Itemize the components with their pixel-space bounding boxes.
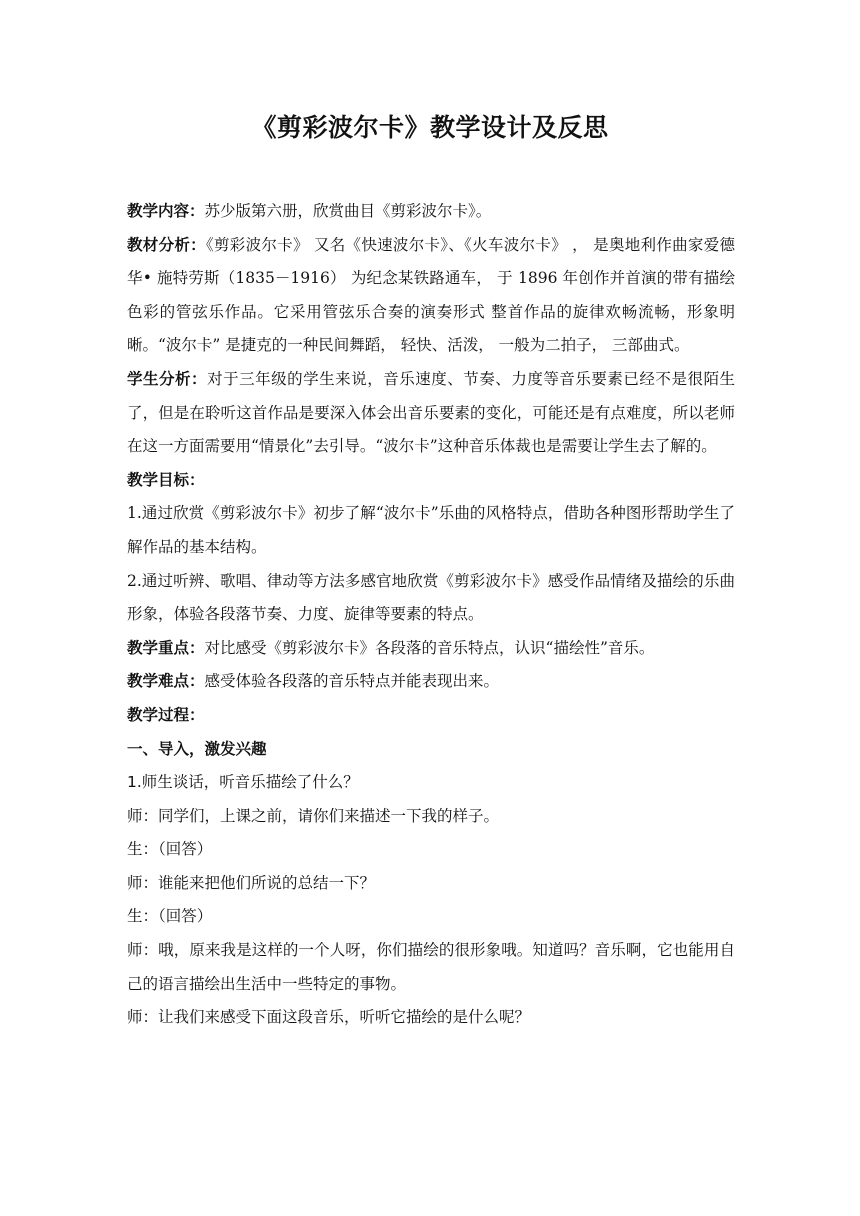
section-heading: 一、导入，激发兴趣: [127, 739, 267, 758]
teaching-goal-item: 2.通过听辨、歌唱、律动等方法多感官地欣赏《剪彩波尔卡》感受作品情绪及描绘的乐曲形象，体验各段落节奏、力度、旋律等要素的特点。: [127, 571, 735, 624]
teaching-content-label: 教学内容：: [127, 202, 205, 220]
teaching-process-label: 教学过程：: [127, 705, 205, 724]
teaching-content-text: 苏少版第六册，欣赏曲目《剪彩波尔卡》。: [204, 202, 492, 220]
difficulty-label: 教学难点：: [127, 672, 205, 691]
key-point-label: 教学重点：: [127, 638, 205, 657]
difficulty-text: 感受体验各段落的音乐特点并能表现出来。: [204, 672, 500, 691]
material-analysis-label: 教材分析：: [127, 235, 206, 254]
document-title: 《剪彩波尔卡》教学设计及反思: [251, 113, 609, 142]
material-analysis-text: 《剪彩波尔卡》 又名《快速波尔卡》、《火车波尔卡》 ， 是奥地利作曲家爱德华• 施特劳斯（1835－1916） 为纪念某铁路通车， 于 1896 年创作并首演的带有描绘色彩的管弦乐作品。它采用管弦乐合奏的演奏形式 整首作品的旋律欢畅流畅，形象明晰。“波尔卡” 是捷克的一种民间舞蹈， 轻快、活泼， 一般为二拍子， 三部曲式。: [127, 235, 735, 355]
document-body: [127, 195, 735, 1035]
dialogue-line: 生：（回答）: [127, 907, 213, 926]
key-point-text: 对比感受《剪彩波尔卡》各段落的音乐特点，认识“描绘性”音乐。: [204, 638, 655, 657]
student-analysis-text: 对于三年级的学生来说，音乐速度、节奏、力度等音乐要素已经不是很陌生了，但是在聆听这首作品是要深入体会出音乐要素的变化，可能还是有点难度，所以老师在这一方面需要用“情景化”去引导。“波尔卡”这种音乐体裁也是需要让学生去了解的。: [127, 369, 735, 456]
teaching-goal-item: 1.通过欣赏《剪彩波尔卡》初步了解“波尔卡”乐曲的风格特点，借助各种图形帮助学生了解作品的基本结构。: [127, 504, 735, 556]
material-analysis-paragraph: [127, 229, 735, 363]
dialogue-line: 师：哦，原来我是这样的一个人呀，你们描绘的很形象哦。知道吗？音乐啊，它也能用自己的语言描绘出生活中一些特定的事物。: [127, 941, 735, 993]
dialogue-line: 师：同学们，上课之前，请你们来描述一下我的样子。: [127, 806, 500, 825]
dialogue-line: 师：谁能来把他们所说的总结一下？: [127, 873, 376, 892]
dialogue-line: 生：（回答）: [127, 840, 213, 859]
teaching-goals-label: 教学目标：: [127, 470, 205, 489]
dialogue-line: 师：让我们来感受下面这段音乐，听听它描绘的是什么呢？: [127, 1008, 531, 1027]
difficulty-paragraph: [127, 665, 735, 699]
step-heading: 1.师生谈话，听音乐描绘了什么？: [127, 773, 359, 792]
teaching-content-paragraph: [127, 195, 735, 229]
key-point-paragraph: [127, 632, 735, 666]
student-analysis-label: 学生分析：: [127, 369, 208, 388]
student-analysis-paragraph: [127, 363, 735, 464]
